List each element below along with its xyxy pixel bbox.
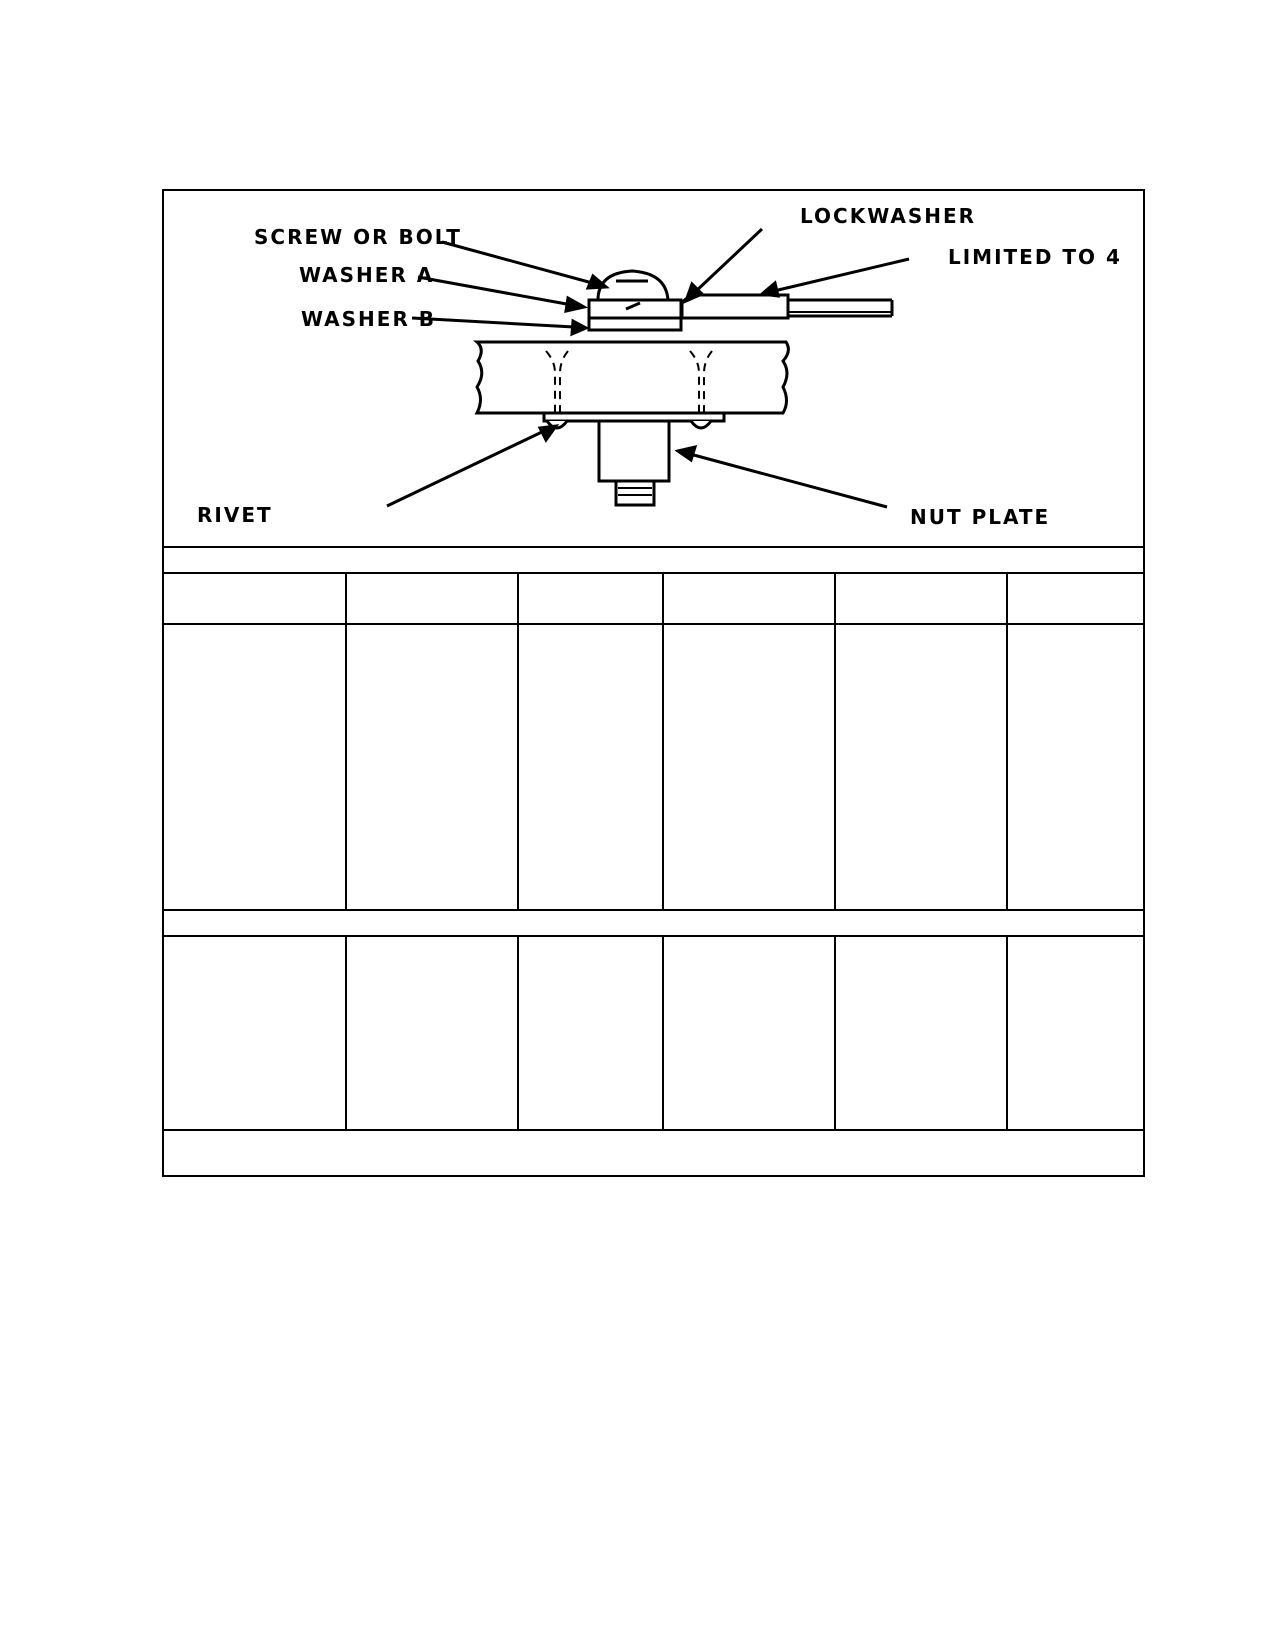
table-rule-2 [164,572,1143,574]
table-col-rule-7 [517,935,519,1129]
structure-plate [477,342,788,413]
table-col-rule-6 [345,935,347,1129]
label-nut-plate: NUT PLATE [910,505,1051,529]
label-washer-a: WASHER A [299,263,435,287]
terminal-lug [682,295,788,318]
label-limited-to-4: LIMITED TO 4 [948,245,1122,269]
table-col-rule-4 [834,572,836,909]
table-col-rule-5 [1006,572,1008,909]
table-rule-1 [164,546,1143,548]
figure-frame [162,189,1145,1177]
table-col-rule-8 [662,935,664,1129]
table-col-rule-1 [345,572,347,909]
nut-plate-body [599,421,669,481]
label-washer-b: WASHER B [301,307,437,331]
label-rivet: RIVET [197,503,273,527]
wire [788,300,892,316]
table-rule-6 [164,1129,1143,1131]
label-screw-or-bolt: SCREW OR BOLT [254,225,462,249]
table-rule-4 [164,909,1143,911]
label-lockwasher: LOCKWASHER [800,204,977,228]
table-col-rule-10 [1006,935,1008,1129]
table-col-rule-9 [834,935,836,1129]
washer-b-shape [589,318,681,330]
washer-a-shape [589,300,681,318]
screw-tip [616,481,654,505]
table-rule-3 [164,623,1143,625]
table-col-rule-3 [662,572,664,909]
table-col-rule-2 [517,572,519,909]
screw-head [598,271,668,300]
rivet-head-right [691,421,711,428]
table-rule-5 [164,935,1143,937]
